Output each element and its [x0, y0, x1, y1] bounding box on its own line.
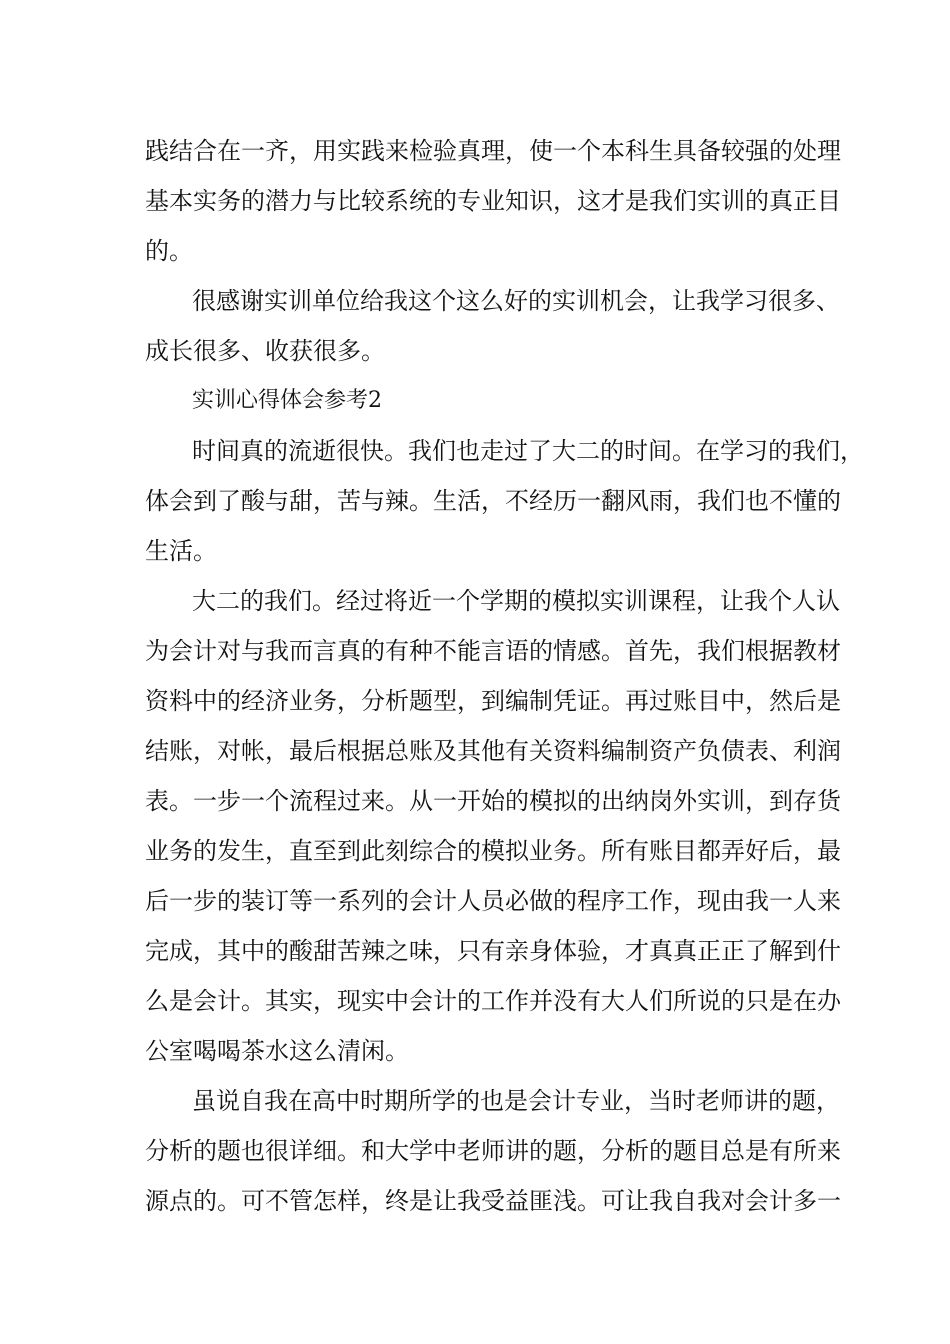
text-line: 公室喝喝茶水这么清闲。 [145, 1037, 409, 1065]
text-line: 分析的题也很详细。和大学中老师讲的题，分析的题目总是有所来 [145, 1137, 841, 1165]
paragraph [145, 576, 841, 1076]
text-line: 大二的我们。经过将近一个学期的模拟实训课程，让我个人认 [192, 587, 840, 615]
text-line: 生活。 [145, 537, 217, 565]
text-line: 么是会计。其实，现实中会计的工作并没有大人们所说的只是在办 [145, 987, 841, 1015]
paragraph [145, 276, 840, 376]
document-body [145, 126, 864, 1226]
text-line: 资料中的经济业务，分析题型，到编制凭证。再过账目中，然后是 [145, 687, 841, 715]
paragraph [145, 126, 841, 276]
paragraph [145, 426, 864, 576]
text-line: 业务的发生，直至到此刻综合的模拟业务。所有账目都弄好后，最 [145, 837, 841, 865]
text-line: 后一步的装订等一系列的会计人员必做的程序工作，现由我一人来 [145, 887, 841, 915]
text-line: 时间真的流逝很快。我们也走过了大二的时间。在学习的我们， [192, 437, 864, 465]
text-line: 的。 [145, 237, 193, 265]
text-line: 为会计对与我而言真的有种不能言语的情感。首先，我们根据教材 [145, 637, 841, 665]
text-line: 结账，对帐，最后根据总账及其他有关资料编制资产负债表、利润 [145, 737, 841, 765]
heading-text: 实训心得体会参考2 [192, 388, 382, 413]
text-line: 体会到了酸与甜，苦与辣。生活，不经历一翻风雨，我们也不懂的 [145, 487, 841, 515]
section-heading [145, 376, 825, 426]
text-line: 完成，其中的酸甜苦辣之味，只有亲身体验，才真真正正了解到什 [145, 937, 841, 965]
text-line: 源点的。可不管怎样，终是让我受益匪浅。可让我自我对会计多一 [145, 1187, 841, 1215]
text-line: 虽说自我在高中时期所学的也是会计专业，当时老师讲的题， [192, 1087, 840, 1115]
text-line: 基本实务的潜力与比较系统的专业知识，这才是我们实训的真正目 [145, 187, 841, 215]
text-line: 很感谢实训单位给我这个这么好的实训机会，让我学习很多、 [192, 287, 840, 315]
paragraph [145, 1076, 841, 1226]
text-line: 表。一步一个流程过来。从一开始的模拟的出纳岗外实训，到存货 [145, 787, 841, 815]
text-line: 成长很多、收获很多。 [145, 337, 385, 365]
text-line: 践结合在一齐，用实践来检验真理，使一个本科生具备较强的处理 [145, 137, 841, 165]
